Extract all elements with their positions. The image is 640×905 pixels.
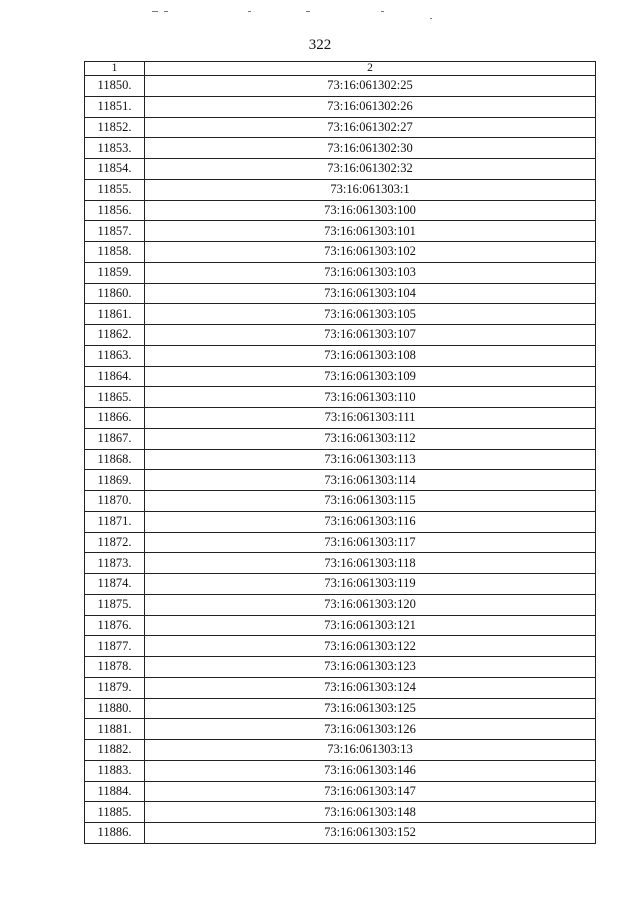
row-number-cell: 11886. [85, 823, 145, 844]
cadastral-number-cell: 73:16:061303:110 [145, 387, 596, 408]
cadastral-number-cell: 73:16:061303:101 [145, 221, 596, 242]
table-row [85, 470, 596, 491]
table-row [85, 325, 596, 346]
scan-speck [152, 11, 158, 12]
row-number-cell: 11861. [85, 304, 145, 325]
table-row [85, 262, 596, 283]
table-header-row [85, 62, 596, 76]
row-number-cell: 11858. [85, 242, 145, 263]
table-row [85, 677, 596, 698]
row-number-cell: 11856. [85, 200, 145, 221]
cadastral-number-cell: 73:16:061303:100 [145, 200, 596, 221]
table-row [85, 574, 596, 595]
table-row [85, 740, 596, 761]
cadastral-number-cell: 73:16:061303:1 [145, 179, 596, 200]
cadastral-number-cell: 73:16:061303:111 [145, 408, 596, 429]
cadastral-number-cell: 73:16:061303:107 [145, 325, 596, 346]
cadastral-number-cell: 73:16:061303:120 [145, 594, 596, 615]
row-number-cell: 11885. [85, 802, 145, 823]
cadastral-number-cell: 73:16:061302:32 [145, 159, 596, 180]
scan-speck [381, 11, 384, 12]
row-number-cell: 11864. [85, 366, 145, 387]
table-row [85, 532, 596, 553]
row-number-cell: 11876. [85, 615, 145, 636]
table-body [85, 76, 596, 844]
page-number: 322 [308, 37, 332, 53]
row-number-cell: 11859. [85, 262, 145, 283]
table-row [85, 491, 596, 512]
column-header-1: 1 [85, 62, 145, 76]
table-row [85, 366, 596, 387]
scan-speck [430, 18, 432, 19]
row-number-cell: 11872. [85, 532, 145, 553]
row-number-cell: 11851. [85, 96, 145, 117]
table-row [85, 117, 596, 138]
row-number-cell: 11853. [85, 138, 145, 159]
row-number-cell: 11871. [85, 511, 145, 532]
table-row [85, 636, 596, 657]
cadastral-number-cell: 73:16:061303:124 [145, 677, 596, 698]
scan-speck [248, 11, 251, 12]
cadastral-number-cell: 73:16:061302:26 [145, 96, 596, 117]
cadastral-number-cell: 73:16:061302:25 [145, 76, 596, 97]
cadastral-number-cell: 73:16:061303:13 [145, 740, 596, 761]
cadastral-number-cell: 73:16:061303:103 [145, 262, 596, 283]
cadastral-number-cell: 73:16:061303:146 [145, 760, 596, 781]
row-number-cell: 11875. [85, 594, 145, 615]
row-number-cell: 11854. [85, 159, 145, 180]
cadastral-number-cell: 73:16:061303:148 [145, 802, 596, 823]
row-number-cell: 11870. [85, 491, 145, 512]
cadastral-number-cell: 73:16:061303:125 [145, 698, 596, 719]
row-number-cell: 11863. [85, 345, 145, 366]
row-number-cell: 11880. [85, 698, 145, 719]
cadastral-number-cell: 73:16:061303:117 [145, 532, 596, 553]
table-row [85, 553, 596, 574]
cadastral-number-cell: 73:16:061303:105 [145, 304, 596, 325]
row-number-cell: 11868. [85, 449, 145, 470]
scan-speck [306, 11, 310, 12]
row-number-cell: 11879. [85, 677, 145, 698]
table-row [85, 511, 596, 532]
table-row [85, 138, 596, 159]
table-row [85, 200, 596, 221]
table-row [85, 823, 596, 844]
cadastral-number-cell: 73:16:061303:118 [145, 553, 596, 574]
row-number-cell: 11857. [85, 221, 145, 242]
row-number-cell: 11874. [85, 574, 145, 595]
scan-speck [164, 11, 168, 12]
table-row [85, 76, 596, 97]
cadastral-number-cell: 73:16:061302:27 [145, 117, 596, 138]
row-number-cell: 11866. [85, 408, 145, 429]
table-row [85, 408, 596, 429]
row-number-cell: 11884. [85, 781, 145, 802]
cadastral-number-cell: 73:16:061303:116 [145, 511, 596, 532]
table-row [85, 96, 596, 117]
table-row [85, 345, 596, 366]
table-row [85, 242, 596, 263]
table-row [85, 657, 596, 678]
cadastral-number-cell: 73:16:061303:112 [145, 428, 596, 449]
cadastral-number-cell: 73:16:061303:121 [145, 615, 596, 636]
table-row [85, 283, 596, 304]
cadastral-number-cell: 73:16:061303:113 [145, 449, 596, 470]
cadastral-number-cell: 73:16:061303:104 [145, 283, 596, 304]
column-header-2: 2 [145, 62, 596, 76]
table-row [85, 802, 596, 823]
table-row [85, 615, 596, 636]
row-number-cell: 11873. [85, 553, 145, 574]
cadastral-number-cell: 73:16:061303:119 [145, 574, 596, 595]
cadastral-number-cell: 73:16:061303:114 [145, 470, 596, 491]
row-number-cell: 11869. [85, 470, 145, 491]
table-row [85, 387, 596, 408]
table-row [85, 698, 596, 719]
table-row [85, 221, 596, 242]
row-number-cell: 11860. [85, 283, 145, 304]
row-number-cell: 11883. [85, 760, 145, 781]
cadastral-number-cell: 73:16:061303:152 [145, 823, 596, 844]
cadastral-number-cell: 73:16:061303:123 [145, 657, 596, 678]
cadastral-number-cell: 73:16:061303:108 [145, 345, 596, 366]
table-row [85, 594, 596, 615]
row-number-cell: 11855. [85, 179, 145, 200]
cadastral-number-cell: 73:16:061303:122 [145, 636, 596, 657]
table-row [85, 760, 596, 781]
table-row [85, 781, 596, 802]
row-number-cell: 11877. [85, 636, 145, 657]
table-row [85, 449, 596, 470]
cadastral-number-cell: 73:16:061302:30 [145, 138, 596, 159]
table-row [85, 719, 596, 740]
row-number-cell: 11852. [85, 117, 145, 138]
row-number-cell: 11850. [85, 76, 145, 97]
table-row [85, 304, 596, 325]
row-number-cell: 11865. [85, 387, 145, 408]
row-number-cell: 11882. [85, 740, 145, 761]
cadastral-number-cell: 73:16:061303:147 [145, 781, 596, 802]
row-number-cell: 11867. [85, 428, 145, 449]
registry-table [84, 61, 596, 844]
cadastral-number-cell: 73:16:061303:115 [145, 491, 596, 512]
row-number-cell: 11862. [85, 325, 145, 346]
row-number-cell: 11881. [85, 719, 145, 740]
table-row [85, 428, 596, 449]
cadastral-number-cell: 73:16:061303:102 [145, 242, 596, 263]
table-row [85, 159, 596, 180]
table-row [85, 179, 596, 200]
cadastral-number-cell: 73:16:061303:126 [145, 719, 596, 740]
cadastral-number-cell: 73:16:061303:109 [145, 366, 596, 387]
row-number-cell: 11878. [85, 657, 145, 678]
